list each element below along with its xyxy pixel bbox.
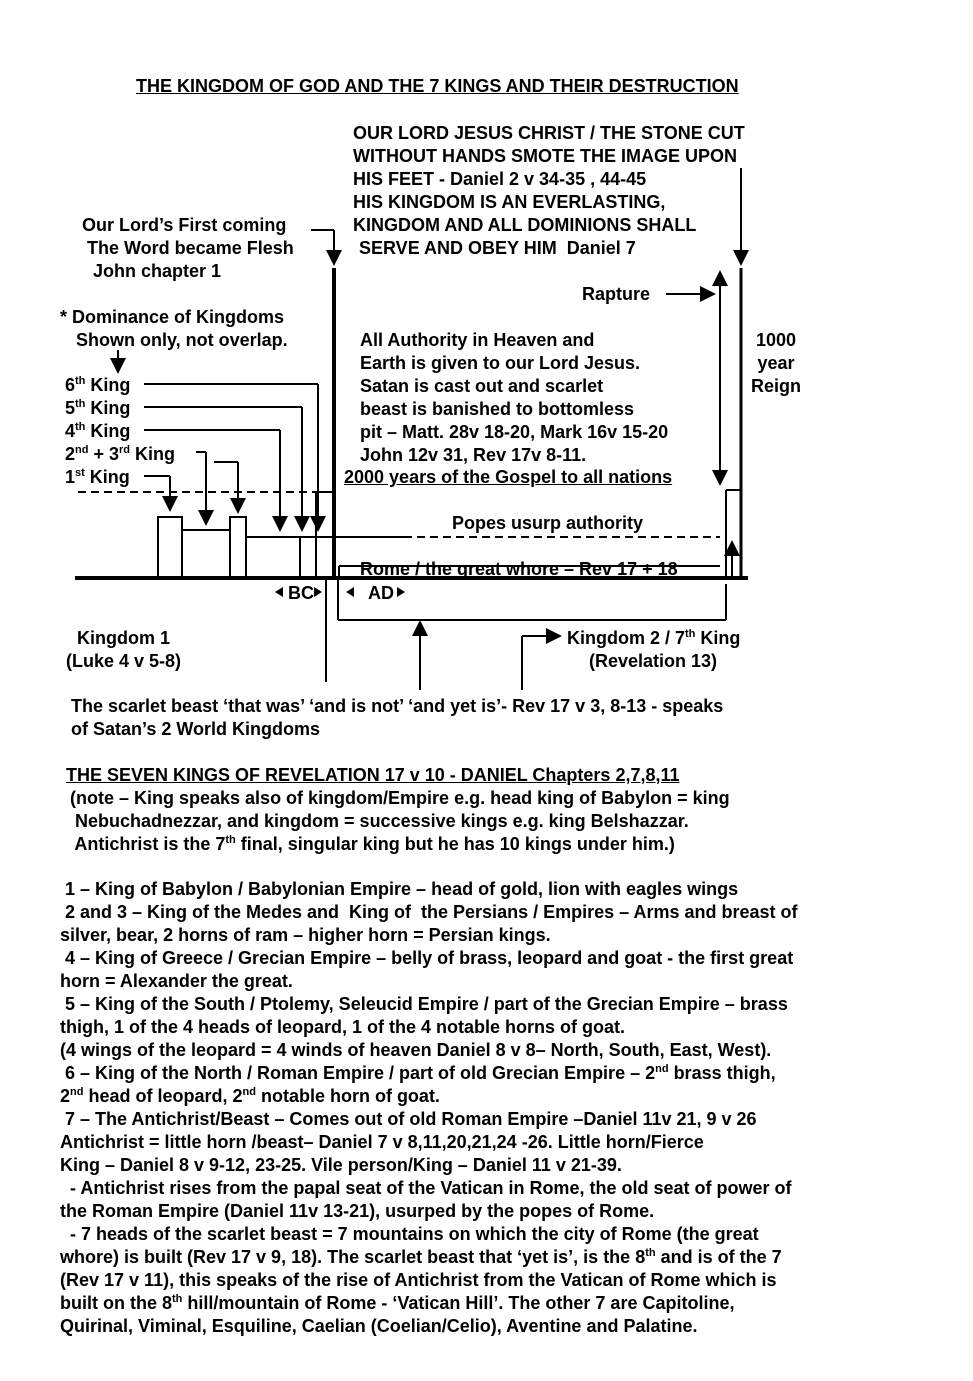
- bc-label: BC: [288, 583, 314, 603]
- seven-kings-heading: THE SEVEN KINGS OF REVELATION 17 v 10 - DANIEL Chapters 2,7,8,11: [66, 765, 680, 785]
- stone-note-2: WITHOUT HANDS SMOTE THE IMAGE UPON: [353, 146, 737, 166]
- kingdom1-1: Kingdom 1: [77, 628, 170, 648]
- authority-note-3: Satan is cast out and scarlet: [360, 376, 604, 396]
- authority-note-4: beast is banished to bottomless: [360, 399, 635, 419]
- stone-note-1: OUR LORD JESUS CHRIST / THE STONE CUT: [353, 123, 745, 143]
- list-line: King – Daniel 8 v 9-12, 23-25. Vile person/King – Daniel 11 v 21-39.: [60, 1155, 622, 1175]
- list-line: (Rev 17 v 11), this speaks of the rise of Antichrist from the Vatican of Rome which is: [60, 1270, 777, 1290]
- king-6-label: 6th King: [65, 375, 131, 395]
- kingdom2-2: (Revelation 13): [589, 651, 718, 671]
- authority-note-1: All Authority in Heaven and: [360, 330, 595, 350]
- scarlet-note-1: The scarlet beast ‘that was’ ‘and is not’ ‘and yet is’- Rev 17 v 3, 8-13 - speaks: [71, 696, 724, 716]
- list-line: 2nd head of leopard, 2nd notable horn of goat.: [60, 1086, 440, 1106]
- king-2-3-label: 2nd + 3rd King: [65, 444, 175, 464]
- stone-note-4: HIS KINGDOM IS AN EVERLASTING,: [353, 192, 666, 212]
- list-line: 4 – King of Greece / Grecian Empire – belly of brass, leopard and goat - the first great: [60, 948, 794, 968]
- ad-label: AD: [368, 583, 394, 603]
- first-coming-1: Our Lord’s First coming: [82, 215, 287, 235]
- first-coming-3: John chapter 1: [93, 261, 222, 281]
- authority-note-6: John 12v 31, Rev 17v 8-11.: [360, 445, 587, 465]
- kingdom2-1: Kingdom 2 / 7th King: [567, 628, 741, 648]
- reign-1: 1000: [755, 330, 797, 350]
- list-line: 5 – King of the South / Ptolemy, Seleucid Empire / part of the Grecian Empire – brass: [60, 994, 788, 1014]
- list-line: Quirinal, Viminal, Esquiline, Caelian (Coelian/Celio), Aventine and Palatine.: [60, 1316, 698, 1336]
- dominance-note-2: Shown only, not overlap.: [76, 330, 288, 350]
- reign-3: Reign: [750, 376, 801, 396]
- popes-label: Popes usurp authority: [452, 513, 644, 533]
- authority-note-2: Earth is given to our Lord Jesus.: [360, 353, 641, 373]
- stone-note-6: SERVE AND OBEY HIM Daniel 7: [359, 238, 636, 258]
- reign-2: year: [757, 353, 795, 373]
- list-line: 2 and 3 – King of the Medes and King of the Persians / Empires – Arms and breast of: [60, 902, 798, 922]
- list-line: Antichrist = little horn /beast– Daniel 7 v 8,11,20,21,24 -26. Little horn/Fierce: [60, 1132, 704, 1152]
- list-line: whore) is built (Rev 17 v 9, 18). The scarlet beast that ‘yet is’, is the 8th and is of the 7: [60, 1247, 782, 1267]
- seven-kings-list: [60, 878, 940, 1338]
- rome-label: Rome / the great whore – Rev 17 + 18: [360, 559, 678, 579]
- list-line: 6 – King of the North / Roman Empire / part of old Grecian Empire – 2nd brass thigh,: [60, 1063, 776, 1083]
- dominance-note-1: * Dominance of Kingdoms: [60, 307, 285, 327]
- kingdom1-2: (Luke 4 v 5-8): [66, 651, 182, 671]
- list-line: 7 – The Antichrist/Beast – Comes out of old Roman Empire –Daniel 11v 21, 9 v 26: [60, 1109, 757, 1129]
- king-5-label: 5th King: [65, 398, 131, 418]
- list-line: (4 wings of the leopard = 4 winds of heaven Daniel 8 v 8– North, South, East, West).: [60, 1040, 772, 1060]
- stone-note-5: KINGDOM AND ALL DOMINIONS SHALL: [353, 215, 697, 235]
- king-1-label: 1st King: [65, 467, 130, 487]
- note-line-3: Antichrist is the 7th final, singular king but he has 10 kings under him.): [70, 834, 675, 854]
- list-line: horn = Alexander the great.: [60, 971, 293, 991]
- list-line: silver, bear, 2 horns of ram – higher horn = Persian kings.: [60, 925, 551, 945]
- list-line: - 7 heads of the scarlet beast = 7 mountains on which the city of Rome (the great: [60, 1224, 759, 1244]
- list-line: thigh, 1 of the 4 heads of leopard, 1 of the 4 notable horns of goat.: [60, 1017, 626, 1037]
- king-4-label: 4th King: [65, 421, 131, 441]
- gospel-label: 2000 years of the Gospel to all nations: [344, 467, 673, 487]
- stone-note-3: HIS FEET - Daniel 2 v 34-35 , 44-45: [353, 169, 647, 189]
- first-coming-2: The Word became Flesh: [87, 238, 294, 258]
- rapture-label: Rapture: [582, 284, 651, 304]
- list-line: built on the 8th hill/mountain of Rome - ‘Vatican Hill’. The other 7 are Capitoline,: [60, 1293, 735, 1313]
- page-title: THE KINGDOM OF GOD AND THE 7 KINGS AND THEIR DESTRUCTION: [136, 76, 739, 96]
- list-line: the Roman Empire (Daniel 11v 13-21), usurped by the popes of Rome.: [60, 1201, 655, 1221]
- scarlet-note-2: of Satan’s 2 World Kingdoms: [71, 719, 321, 739]
- list-line: 1 – King of Babylon / Babylonian Empire – head of gold, lion with eagles wings: [60, 879, 739, 899]
- list-line: - Antichrist rises from the papal seat of the Vatican in Rome, the old seat of power of: [60, 1178, 792, 1198]
- note-line-1: (note – King speaks also of kingdom/Empire e.g. head king of Babylon = king: [70, 788, 730, 808]
- note-line-2: Nebuchadnezzar, and kingdom = successive kings e.g. king Belshazzar.: [70, 811, 689, 831]
- authority-note-5: pit – Matt. 28v 18-20, Mark 16v 15-20: [360, 422, 669, 442]
